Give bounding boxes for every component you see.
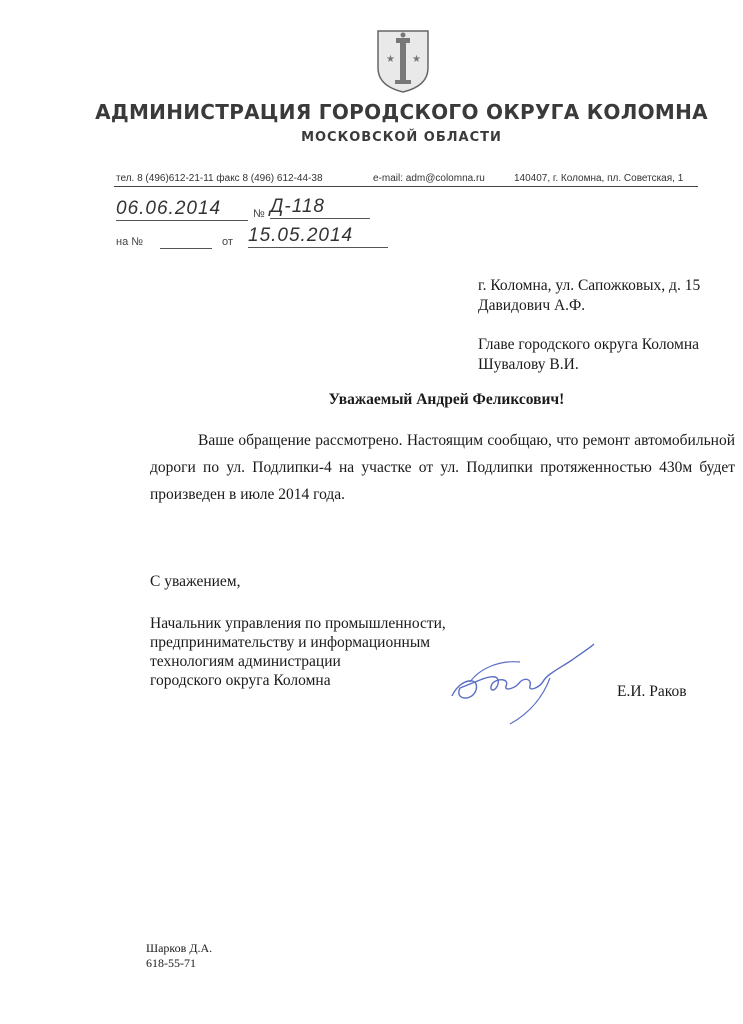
copy-recipient-title: Главе городского округа Коломна	[478, 336, 699, 353]
executor-phone: 618-55-71	[146, 956, 196, 970]
position-line-4: городского округа Коломна	[150, 672, 331, 689]
body-text: Ваше обращение рассмотрено. Настоящим сообщаю, что ремонт автомобильной дороги по ул. Подлипки-4 на участке от ул. Подлипки протяженностью 430м будет произведен в июле 2014 года.	[150, 432, 735, 503]
contact-address: 140407, г. Коломна, пл. Советская, 1	[514, 173, 684, 184]
org-subtitle: МОСКОВСКОЙ ОБЛАСТИ	[301, 130, 502, 145]
copy-recipient-name: Шувалову В.И.	[478, 356, 579, 373]
position-line-1: Начальник управления по промышленности,	[150, 615, 446, 632]
contact-email: e-mail: adm@colomna.ru	[373, 173, 485, 184]
org-title: АДМИНИСТРАЦИЯ ГОРОДСКОГО ОКРУГА КОЛОМНА	[95, 100, 708, 124]
body-paragraph	[150, 427, 735, 508]
svg-text:★: ★	[412, 54, 421, 65]
recipient-address: г. Коломна, ул. Сапожковых, д. 15	[478, 277, 701, 294]
contact-phone: тел. 8 (496)612-21-11 факс 8 (496) 612-44-38	[116, 173, 323, 184]
number-label: №	[253, 208, 265, 220]
registration-number: Д-118	[270, 196, 370, 219]
position-line-3: технологиям администрации	[150, 653, 341, 670]
svg-text:★: ★	[386, 54, 395, 65]
ref-label: на №	[116, 236, 144, 248]
ref-date: 15.05.2014	[248, 225, 388, 248]
executor-name: Шарков Д.А.	[146, 941, 213, 955]
closing-regards: С уважением,	[150, 573, 241, 590]
position-line-2: предпринимательству и информационным	[150, 634, 431, 651]
ref-number	[160, 234, 212, 249]
header-divider	[114, 186, 698, 187]
greeting: Уважаемый Андрей Феликсович!	[328, 391, 565, 408]
signer-name: Е.И. Раков	[617, 683, 687, 700]
recipient-name: Давидович А.Ф.	[478, 297, 586, 314]
kolomna-coat-of-arms-icon	[375, 28, 431, 94]
handwritten-signature	[440, 638, 600, 728]
registration-date: 06.06.2014	[116, 198, 248, 221]
from-label: от	[222, 236, 233, 248]
